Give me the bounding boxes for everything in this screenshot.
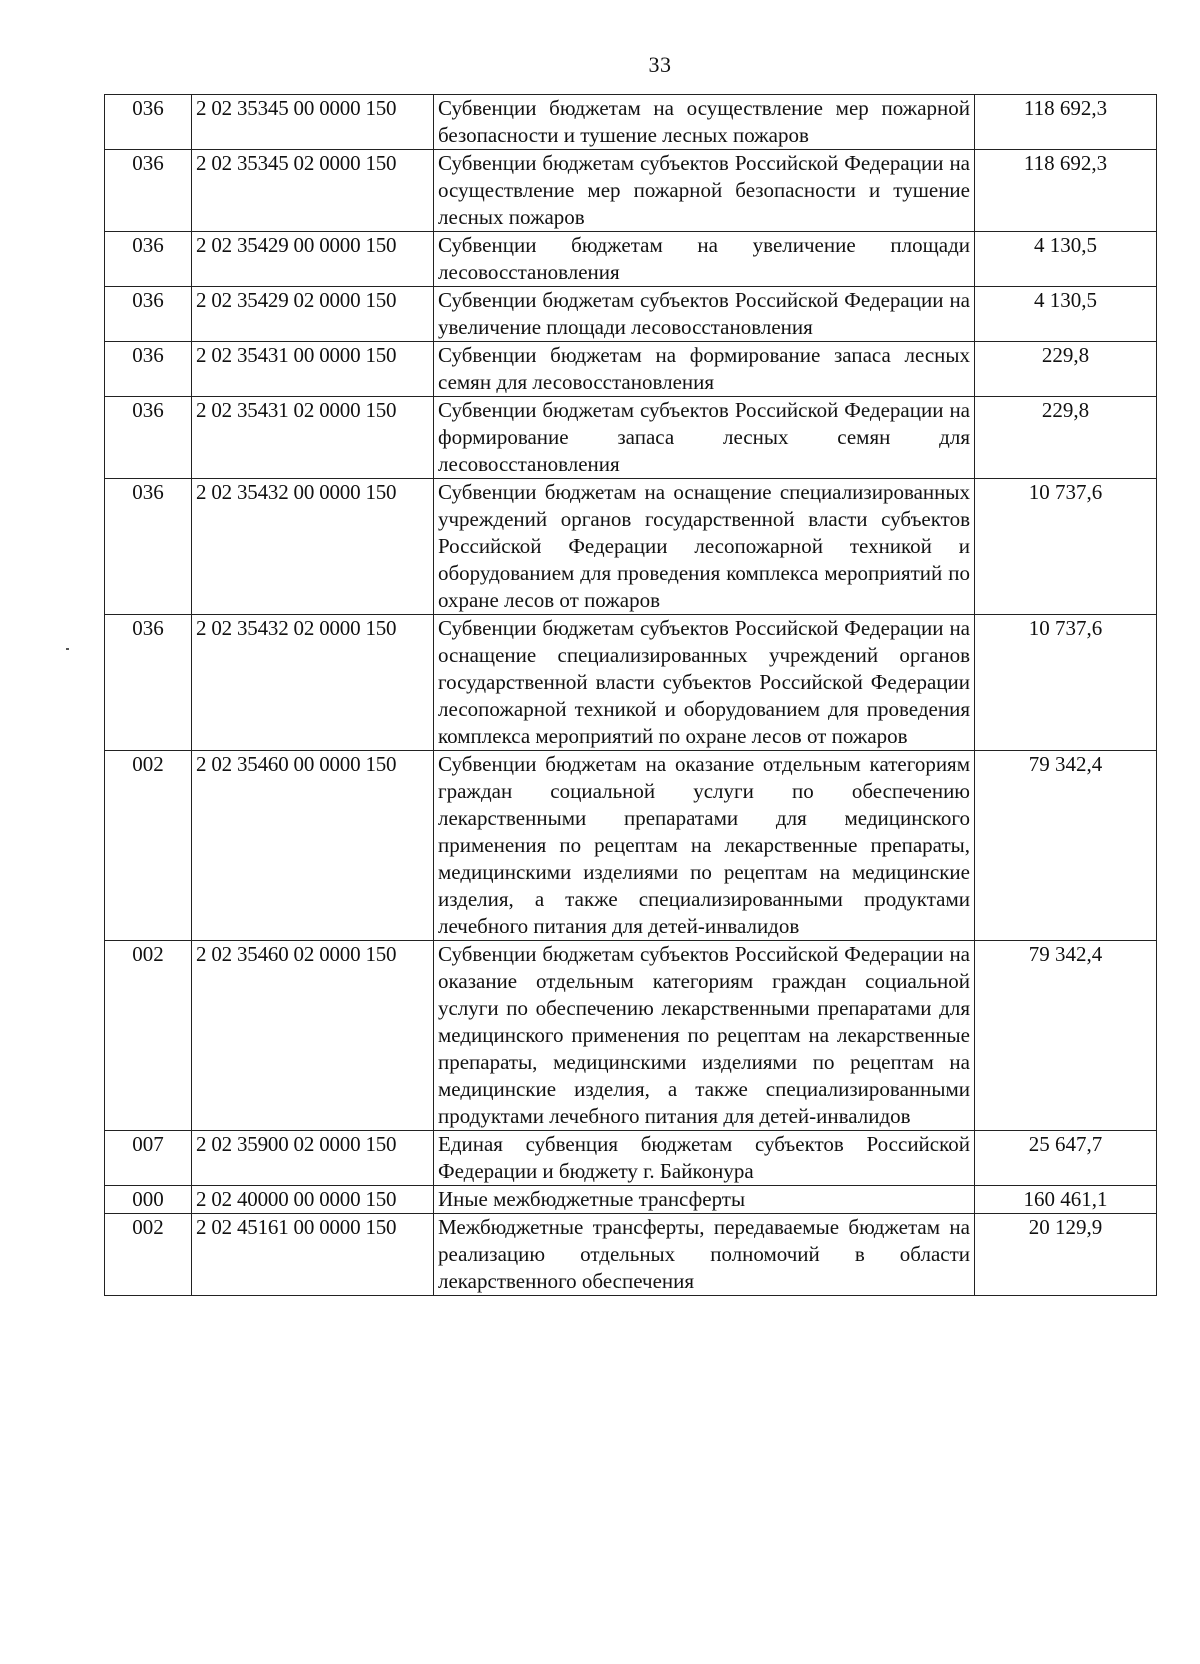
amount-cell: 229,8 (975, 342, 1157, 397)
table-row (105, 150, 1157, 232)
revenue-name-cell: Субвенции бюджетам субъектов Российской Федерации на оказание отдельным категориям граждан социальной услуги по обеспечению лекарственными препаратами для медицинского применения по рецептам на лекарственные препараты, медицинскими изделиями по рецептам на медицинские изделия, а также специализированными продуктами лечебного питания для детей-инвалидов (434, 941, 975, 1131)
revenue-name-cell: Субвенции бюджетам субъектов Российской Федерации на увеличение площади лесовосстановления (434, 287, 975, 342)
admin-code-cell: 036 (105, 287, 192, 342)
table-row (105, 1186, 1157, 1214)
scan-speck (66, 648, 69, 650)
revenue-name-cell: Субвенции бюджетам на увеличение площади лесовосстановления (434, 232, 975, 287)
budget-code-cell: 2 02 35460 00 0000 150 (192, 751, 434, 941)
budget-code-cell: 2 02 35460 02 0000 150 (192, 941, 434, 1131)
budget-code-cell: 2 02 35345 00 0000 150 (192, 95, 434, 150)
table-row (105, 751, 1157, 941)
table-row (105, 1131, 1157, 1186)
table-row (105, 232, 1157, 287)
revenue-name-cell: Субвенции бюджетам субъектов Российской Федерации на оснащение специализированных учреждений органов государственной власти субъектов Российской Федерации лесопожарной техникой и оборудованием для проведения комплекса мероприятий по охране лесов от пожаров (434, 615, 975, 751)
amount-cell: 4 130,5 (975, 287, 1157, 342)
amount-cell: 20 129,9 (975, 1214, 1157, 1296)
admin-code-cell: 000 (105, 1186, 192, 1214)
amount-cell: 160 461,1 (975, 1186, 1157, 1214)
budget-code-cell: 2 02 35429 02 0000 150 (192, 287, 434, 342)
admin-code-cell: 036 (105, 232, 192, 287)
admin-code-cell: 002 (105, 1214, 192, 1296)
admin-code-cell: 036 (105, 150, 192, 232)
admin-code-cell: 036 (105, 342, 192, 397)
amount-cell: 10 737,6 (975, 479, 1157, 615)
table-row (105, 95, 1157, 150)
table-row (105, 1214, 1157, 1296)
revenue-name-cell: Субвенции бюджетам на оснащение специализированных учреждений органов государственной власти субъектов Российской Федерации лесопожарной техникой и оборудованием для проведения комплекса мероприятий по охране лесов от пожаров (434, 479, 975, 615)
admin-code-cell: 002 (105, 751, 192, 941)
revenue-name-cell: Субвенции бюджетам субъектов Российской Федерации на формирование запаса лесных семян для лесовосстановления (434, 397, 975, 479)
amount-cell: 4 130,5 (975, 232, 1157, 287)
table-row (105, 397, 1157, 479)
amount-cell: 79 342,4 (975, 751, 1157, 941)
table-row (105, 941, 1157, 1131)
revenue-name-cell: Субвенции бюджетам субъектов Российской Федерации на осуществление мер пожарной безопасности и тушение лесных пожаров (434, 150, 975, 232)
budget-code-cell: 2 02 35432 02 0000 150 (192, 615, 434, 751)
table-row (105, 287, 1157, 342)
table-row (105, 342, 1157, 397)
revenue-name-cell: Субвенции бюджетам на формирование запаса лесных семян для лесовосстановления (434, 342, 975, 397)
table-row (105, 615, 1157, 751)
budget-code-cell: 2 02 40000 00 0000 150 (192, 1186, 434, 1214)
amount-cell: 118 692,3 (975, 95, 1157, 150)
amount-cell: 25 647,7 (975, 1131, 1157, 1186)
budget-code-cell: 2 02 35345 02 0000 150 (192, 150, 434, 232)
table-row (105, 479, 1157, 615)
amount-cell: 10 737,6 (975, 615, 1157, 751)
budget-code-cell: 2 02 35431 02 0000 150 (192, 397, 434, 479)
budget-code-cell: 2 02 35429 00 0000 150 (192, 232, 434, 287)
budget-code-cell: 2 02 35900 02 0000 150 (192, 1131, 434, 1186)
admin-code-cell: 036 (105, 397, 192, 479)
amount-cell: 118 692,3 (975, 150, 1157, 232)
budget-code-cell: 2 02 35432 00 0000 150 (192, 479, 434, 615)
budget-code-cell: 2 02 45161 00 0000 150 (192, 1214, 434, 1296)
revenue-name-cell: Единая субвенция бюджетам субъектов Российской Федерации и бюджету г. Байконура (434, 1131, 975, 1186)
budget-table (104, 94, 1157, 1296)
revenue-name-cell: Иные межбюджетные трансферты (434, 1186, 975, 1214)
revenue-name-cell: Межбюджетные трансферты, передаваемые бюджетам на реализацию отдельных полномочий в области лекарственного обеспечения (434, 1214, 975, 1296)
admin-code-cell: 036 (105, 479, 192, 615)
revenue-name-cell: Субвенции бюджетам на оказание отдельным категориям граждан социальной услуги по обеспечению лекарственными препаратами для медицинского применения по рецептам на лекарственные препараты, медицинскими изделиями по рецептам на медицинские изделия, а также специализированными продуктами лечебного питания для детей-инвалидов (434, 751, 975, 941)
budget-code-cell: 2 02 35431 00 0000 150 (192, 342, 434, 397)
admin-code-cell: 007 (105, 1131, 192, 1186)
revenue-name-cell: Субвенции бюджетам на осуществление мер пожарной безопасности и тушение лесных пожаров (434, 95, 975, 150)
admin-code-cell: 036 (105, 615, 192, 751)
amount-cell: 229,8 (975, 397, 1157, 479)
admin-code-cell: 036 (105, 95, 192, 150)
admin-code-cell: 002 (105, 941, 192, 1131)
amount-cell: 79 342,4 (975, 941, 1157, 1131)
page-number: 33 (648, 52, 672, 77)
